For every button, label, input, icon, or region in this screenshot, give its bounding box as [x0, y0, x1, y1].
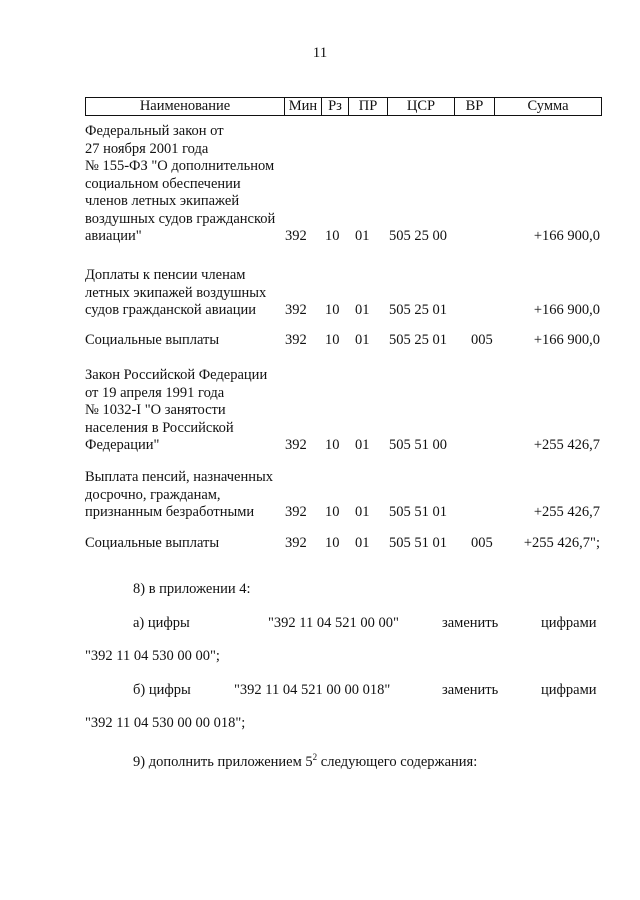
table-row [85, 367, 600, 455]
paragraph-a-continuation: "392 11 04 530 00 00"; [85, 648, 220, 664]
cell-name: Закон Российской Федерации от 19 апреля 1991 года № 1032-I "О занятости населения в Российской Федерации" [85, 367, 268, 453]
paragraph-9-text: 9) дополнить приложением 5 [133, 753, 313, 770]
cell-min: 392 [285, 302, 307, 318]
cell-rz: 10 [325, 302, 340, 318]
cell-rz: 10 [325, 332, 340, 348]
cell-sum: +255 426,7"; [523, 535, 600, 551]
paragraph-b-code: "392 11 04 521 00 00 018" [234, 682, 391, 698]
header-min: Мин [284, 98, 321, 115]
cell-csr: 505 25 00 [389, 228, 447, 244]
cell-name: Выплата пенсий, назначенных досрочно, гражданам, признанным безработными [85, 469, 273, 520]
table-row [85, 535, 600, 553]
paragraph-9 [133, 748, 477, 771]
paragraph-8: 8) в приложении 4: [133, 581, 251, 597]
paragraph-9-text-end: следующего содержания: [317, 753, 478, 770]
page-number: 11 [312, 45, 328, 61]
paragraph-a-code: "392 11 04 521 00 00" [268, 615, 399, 631]
cell-csr: 505 51 00 [389, 437, 447, 453]
cell-pr: 01 [355, 228, 370, 244]
cell-rz: 10 [325, 228, 340, 244]
table-row [85, 267, 600, 320]
cell-sum: +166 900,0 [533, 302, 600, 318]
cell-vr: 005 [471, 535, 493, 551]
paragraph-a-label: а) цифры [133, 615, 190, 631]
table-row [85, 469, 600, 522]
paragraph-b-label: б) цифры [133, 682, 191, 698]
cell-sum: +166 900,0 [533, 228, 600, 244]
cell-pr: 01 [355, 302, 370, 318]
cell-csr: 505 25 01 [389, 332, 447, 348]
cell-name: Социальные выплаты [85, 332, 220, 348]
header-csr: ЦСР [387, 98, 454, 115]
cell-min: 392 [285, 437, 307, 453]
cell-sum: +255 426,7 [533, 437, 600, 453]
header-sum: Сумма [494, 98, 601, 115]
paragraph-b-replace: заменить [442, 682, 499, 698]
header-vr: ВР [454, 98, 494, 115]
cell-csr: 505 51 01 [389, 535, 447, 551]
paragraph-b-continuation: "392 11 04 530 00 00 018"; [85, 715, 246, 731]
table-row [85, 332, 600, 350]
paragraph-a-replace: заменить [442, 615, 499, 631]
cell-rz: 10 [325, 504, 340, 520]
cell-csr: 505 25 01 [389, 302, 447, 318]
cell-sum: +166 900,0 [533, 332, 600, 348]
cell-min: 392 [285, 332, 307, 348]
cell-min: 392 [285, 535, 307, 551]
cell-rz: 10 [325, 437, 340, 453]
paragraph-a-digits: цифрами [541, 615, 597, 631]
table-row [85, 123, 600, 246]
cell-name: Социальные выплаты [85, 535, 220, 551]
cell-vr: 005 [471, 332, 493, 348]
cell-rz: 10 [325, 535, 340, 551]
cell-name: Доплаты к пенсии членам летных экипажей воздушных судов гражданской авиации [85, 267, 267, 318]
cell-pr: 01 [355, 332, 370, 348]
cell-csr: 505 51 01 [389, 504, 447, 520]
cell-pr: 01 [355, 535, 370, 551]
paragraph-9-superscript: 2 [312, 752, 318, 762]
cell-min: 392 [285, 228, 307, 244]
cell-min: 392 [285, 504, 307, 520]
header-name: Наименование [139, 98, 231, 114]
cell-pr: 01 [355, 504, 370, 520]
cell-name: Федеральный закон от 27 ноября 2001 года № 155-ФЗ "О дополнительном социальном обеспечении членов летных экипажей воздушных судов гражданской авиации" [85, 123, 276, 244]
cell-sum: +255 426,7 [533, 504, 600, 520]
paragraph-b-digits: цифрами [541, 682, 597, 698]
header-rz: Рз [321, 98, 348, 115]
cell-pr: 01 [355, 437, 370, 453]
table-header [85, 97, 602, 116]
header-pr: ПР [348, 98, 387, 115]
